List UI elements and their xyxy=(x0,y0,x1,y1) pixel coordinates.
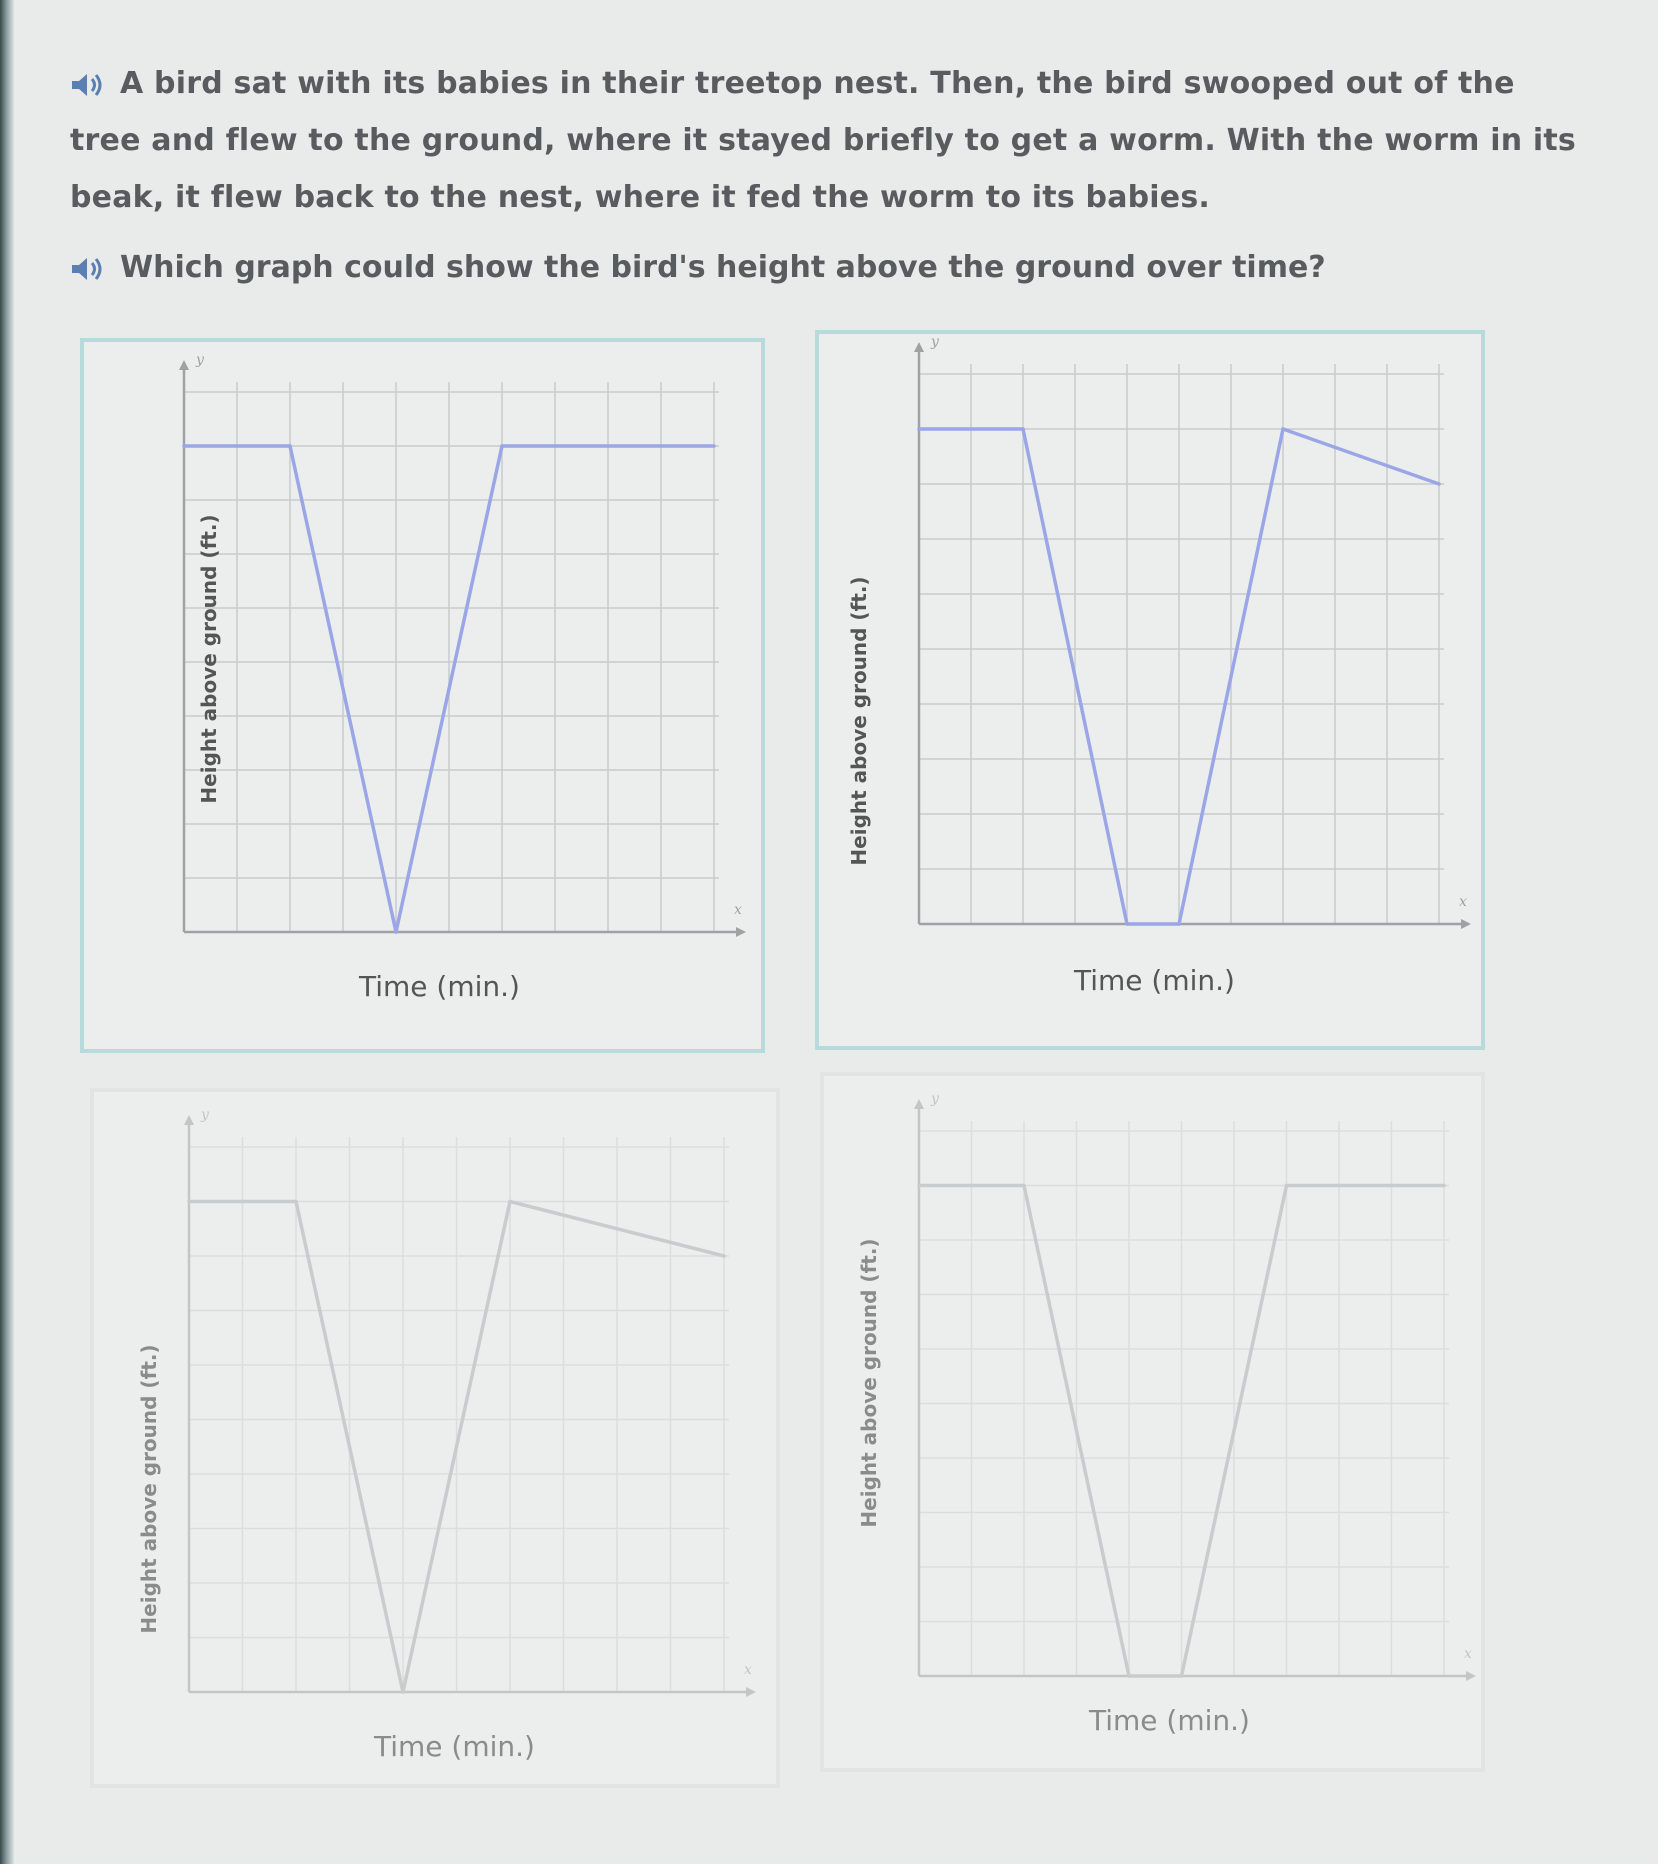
x-axis-arrow-icon xyxy=(736,927,746,937)
data-point xyxy=(712,444,716,448)
y-axis-label: Height above ground (ft.) xyxy=(847,576,871,866)
data-point xyxy=(1177,922,1181,926)
graph-option-a xyxy=(84,342,769,1057)
graph-option-c xyxy=(94,1092,784,1792)
data-point xyxy=(1127,1674,1131,1678)
x-axis-label: Time (min.) xyxy=(1074,964,1235,997)
data-point xyxy=(1125,922,1129,926)
graph-option-b xyxy=(819,334,1489,1054)
x-axis-letter: x xyxy=(744,1662,752,1678)
y-axis-arrow-icon xyxy=(179,360,189,370)
data-point xyxy=(500,444,504,448)
x-axis-letter: x xyxy=(1459,894,1467,910)
question-prompt xyxy=(70,250,1326,285)
question-paragraph xyxy=(70,55,1590,226)
x-axis-letter: x xyxy=(734,902,742,918)
speaker-icon[interactable] xyxy=(70,71,106,99)
y-axis-letter: y xyxy=(931,1091,939,1107)
speaker-icon[interactable] xyxy=(70,255,106,283)
data-point xyxy=(508,1200,512,1204)
data-point xyxy=(1281,427,1285,431)
answer-option-b[interactable] xyxy=(815,330,1485,1050)
window-edge xyxy=(0,0,14,1864)
data-point xyxy=(917,1184,921,1188)
data-point xyxy=(1442,1184,1446,1188)
y-axis-arrow-icon xyxy=(184,1115,194,1125)
answer-option-c[interactable] xyxy=(90,1088,780,1788)
graph-option-d xyxy=(824,1076,1489,1776)
y-axis-arrow-icon xyxy=(914,342,924,352)
data-point xyxy=(1022,1184,1026,1188)
data-point xyxy=(288,444,292,448)
prompt-text: Which graph could show the bird's height above the ground over time? xyxy=(120,250,1326,285)
data-point xyxy=(187,1200,191,1204)
data-point xyxy=(182,444,186,448)
question-text: A bird sat with its babies in their treetop nest. Then, the bird swooped out of the tree and flew to the ground, where it stayed briefly to get a worm. With the worm in its beak, it flew back to the nest, where it fed the worm to its babies. xyxy=(70,66,1576,215)
y-axis-label: Height above ground (ft.) xyxy=(197,514,221,804)
y-axis-letter: y xyxy=(196,352,204,368)
data-point xyxy=(1437,482,1441,486)
data-point xyxy=(1021,427,1025,431)
data-point xyxy=(1180,1674,1184,1678)
answer-option-d[interactable] xyxy=(820,1072,1485,1772)
data-point xyxy=(917,427,921,431)
data-point xyxy=(1285,1184,1289,1188)
y-axis-label: Height above ground (ft.) xyxy=(857,1238,881,1528)
x-axis-label: Time (min.) xyxy=(1089,1704,1250,1737)
x-axis-label: Time (min.) xyxy=(359,970,520,1003)
data-point xyxy=(394,930,398,934)
data-point xyxy=(294,1200,298,1204)
data-point xyxy=(401,1690,405,1694)
x-axis-arrow-icon xyxy=(1466,1671,1476,1681)
data-point xyxy=(722,1254,726,1258)
y-axis-label: Height above ground (ft.) xyxy=(137,1344,161,1634)
question-block xyxy=(70,55,1590,226)
y-axis-letter: y xyxy=(931,334,939,350)
y-axis-arrow-icon xyxy=(914,1099,924,1109)
x-axis-arrow-icon xyxy=(746,1687,756,1697)
x-axis-label: Time (min.) xyxy=(374,1730,535,1763)
y-axis-letter: y xyxy=(201,1107,209,1123)
x-axis-arrow-icon xyxy=(1461,919,1471,929)
answer-option-a[interactable] xyxy=(80,338,765,1053)
x-axis-letter: x xyxy=(1464,1646,1472,1662)
